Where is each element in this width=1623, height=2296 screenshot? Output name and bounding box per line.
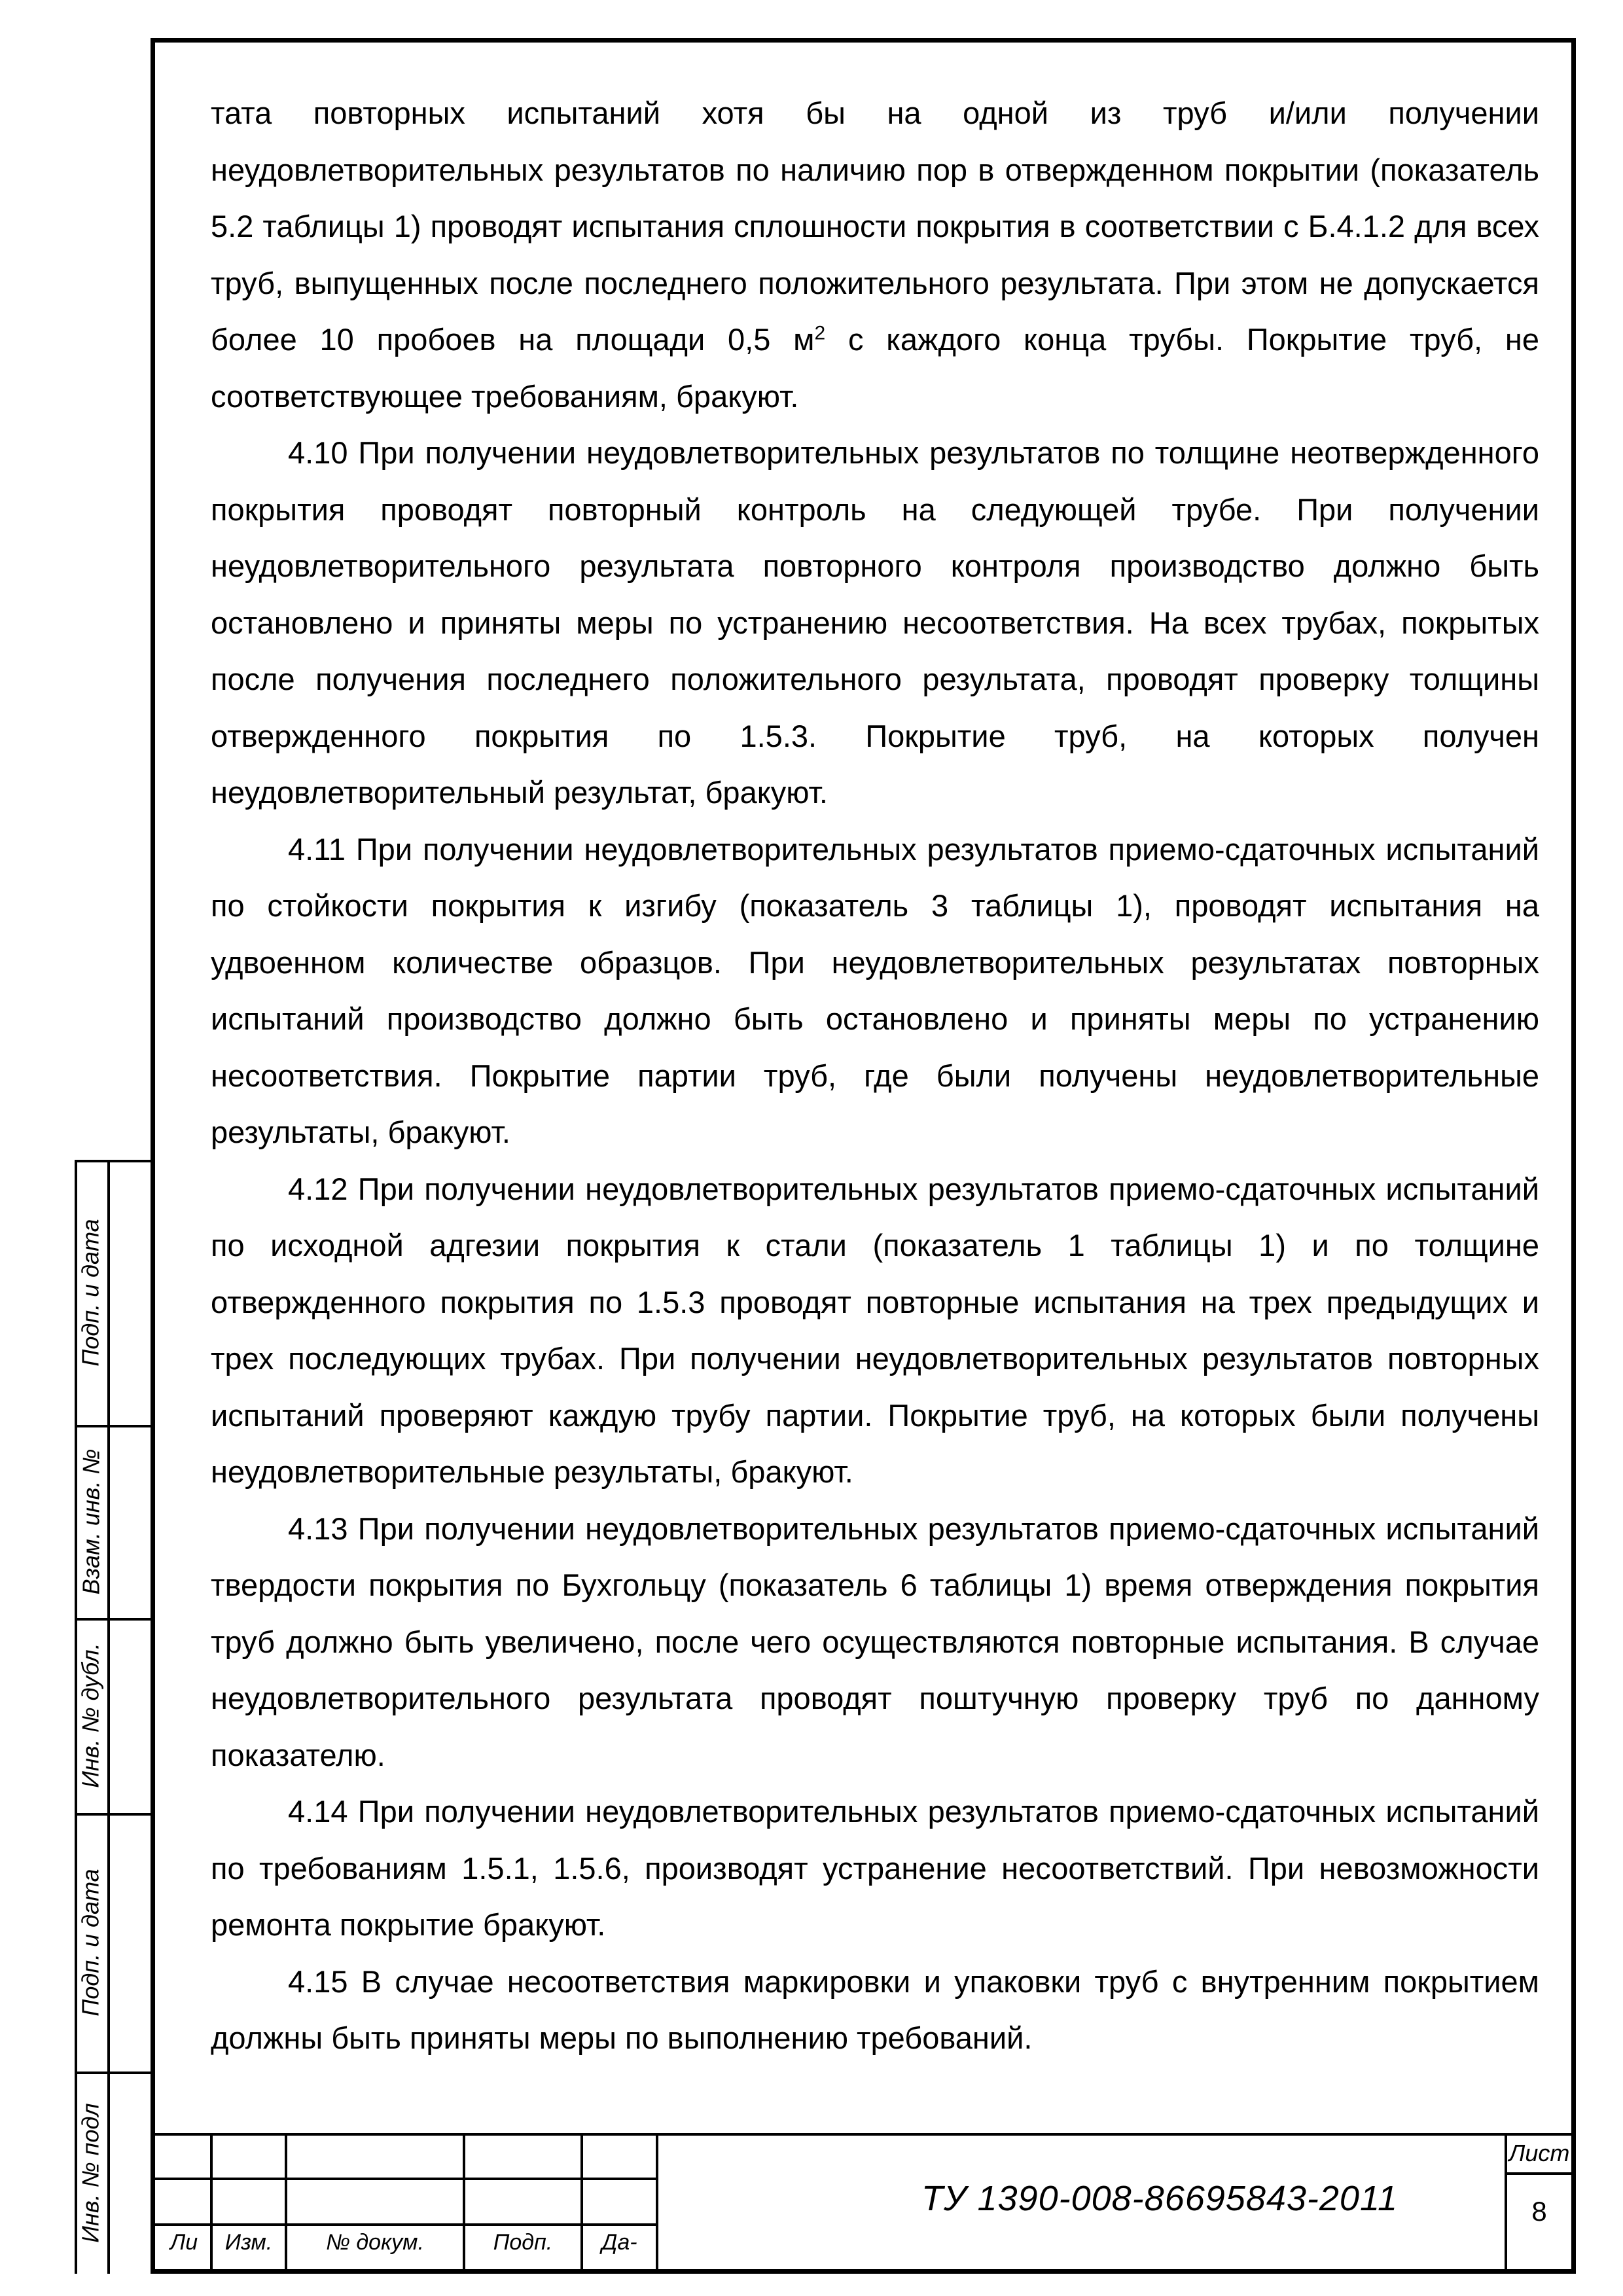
sheet-label: Лист — [1508, 2140, 1570, 2166]
document-body — [211, 85, 1539, 2067]
margin-label-text: Взам. инв. № — [77, 1448, 105, 1594]
tb-rule — [155, 2223, 656, 2226]
paragraph-4-15: 4.15 В случае несоответствия маркировки и упаковки труб с внутренним покрытием должны быть приняты меры по выполнению требований. — [211, 1964, 1539, 2055]
paragraph-4-11: 4.11 При получении неудовлетворительных результатов приемо-сдаточных испытаний по стойкости покрытия к изгибу (показатель 3 таблицы 1), проводят испытания на удвоенном количестве образцов. При неудовлетворительных результатах повторных испытаний производство должно быть остановлено и приняты меры по устранению несоответствия. Покрытие партии труб, где были получены неудовлетворительные результаты, бракуют. — [211, 831, 1539, 1149]
document-code-text: ТУ 1390-008-86695843-2011 — [921, 2179, 1399, 2218]
tb-rule — [656, 2133, 658, 2269]
tb-col-podp: Подп. — [493, 2230, 553, 2255]
margin-label-text: Инв. № дубл. — [77, 1643, 104, 1788]
superscript: 2 — [814, 322, 826, 344]
tb-col-doc: № докум. — [326, 2230, 424, 2255]
paragraph-4-12: 4.12 При получении неудовлетворительных результатов приемо-сдаточных испытаний по исходной адгезии покрытия к стали (показатель 1 таблицы 1) и по толщине отвержденного покрытия по 1.5.3 проводят повторные испытания на трех предыдущих и трех последующих трубах. При получении неудовлетворительных результатов повторных испытаний проверяют каждую трубу партии. Покрытие труб, на которых были получены неудовлетворительные результаты, бракуют. — [211, 1171, 1539, 1489]
paragraph-tail: с каждого конца трубы. Покрытие труб, не соответствующее требованиям, бракуют. — [211, 322, 1539, 414]
tb-rule — [155, 2178, 656, 2180]
paragraph-continuation — [211, 85, 1539, 425]
sheet-number: 8 — [1531, 2196, 1547, 2227]
margin-label-text: Инв. № подл — [77, 2102, 105, 2243]
margin-stamp — [75, 1160, 151, 2274]
margin-label-text: Подп. и дата — [77, 1868, 104, 2017]
paragraph-4-13: 4.13 При получении неудовлетворительных результатов приемо-сдаточных испытаний твердости покрытия по Бухгольцу (показатель 6 таблицы 1) время отверждения покрытия труб должно быть увеличено, после чего осуществляются повторные испытания. В случае неудовлетворительного результата проводят поштучную проверку труб по данному показателю. — [211, 1511, 1539, 1772]
tb-col-li: Ли — [169, 2230, 198, 2255]
paragraph-4-14: 4.14 При получении неудовлетворительных результатов приемо-сдаточных испытаний по требованиям 1.5.1, 1.5.6, производят устранение несоответствий. При невозможности ремонта покрытие бракуют. — [211, 1794, 1539, 1942]
title-block — [155, 2133, 1571, 2269]
tb-col-izm: Изм. — [224, 2230, 273, 2255]
paragraph-text: тата повторных испытаний хотя бы на одной из труб и/или получении неудовлетворительных результатов по наличию пор в отвержденном покрытии (показатель 5.2 таблицы 1) проводят испытания сплошности покрытия в соответствии с Б.4.1.2 для всех труб, выпущенных после последнего положительного результата. При этом не допускается более 10 пробоев на площади 0,5 м — [211, 96, 1539, 357]
document-code — [659, 2159, 1623, 2238]
margin-label — [75, 1425, 107, 1618]
margin-label-text: Подп. и дата — [77, 1218, 104, 1367]
margin-label — [75, 1160, 107, 1425]
margin-label — [75, 1618, 107, 1813]
tb-col-data: Да- — [601, 2230, 637, 2255]
paragraph-4-10: 4.10 При получении неудовлетворительных результатов по толщине неотвержденного покрытия проводят повторный контроль на следующей трубе. При получении неудовлетворительного результата повторного контроля производство должно быть остановлено и приняты меры по устранению несоответствия. На всех трубах, покрытых после получения последнего положительного результата, проводят проверку толщины отвержденного покрытия по 1.5.3. Покрытие труб, на которых получен неудовлетворительный результат, бракуют. — [211, 435, 1539, 810]
tb-rule — [155, 2133, 1571, 2136]
strip-divider — [107, 1160, 110, 2274]
margin-label — [75, 1813, 107, 2072]
margin-label — [75, 2072, 107, 2274]
